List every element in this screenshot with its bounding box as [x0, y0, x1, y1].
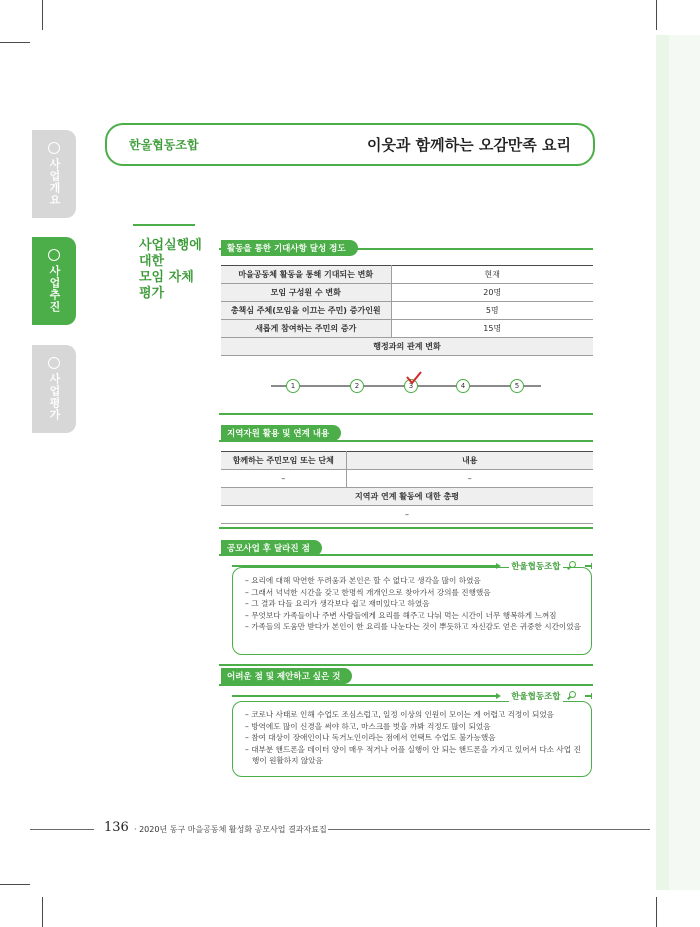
crop-mark: [656, 897, 657, 927]
section-rule: [133, 224, 195, 226]
section-divider: [219, 527, 593, 529]
table-cell: 20명: [391, 284, 593, 302]
table-cell: –: [221, 506, 593, 524]
local-pill: 지역자원 활용 및 연계 내용: [221, 425, 341, 441]
note-header-line: [232, 695, 496, 697]
table-header-cell: 함께하는 주민모임 또는 단체: [221, 452, 346, 470]
list-item: – 방역에도 많이 신경을 써야 하고, 마스크를 벗을 까봐 걱정도 많이 되었음: [245, 721, 491, 731]
note-header-tick: [591, 563, 593, 569]
list-item: – 가족들의 도움만 받다가 본인이 한 요리를 나눈다는 것이 뿌듯하고 자신감도 얻은 귀중한 시간이었음: [245, 622, 581, 632]
table-row: [221, 284, 593, 302]
table-cell: –: [346, 470, 593, 488]
difficulties-note-box: [232, 701, 592, 777]
rating-option-4: 4: [456, 379, 470, 393]
table-cell: 5명: [391, 302, 593, 320]
local-table: [221, 451, 593, 524]
crop-mark: [0, 884, 30, 885]
arrow-right-icon: [496, 693, 501, 699]
list-item: – 참여 대상이 장애인이나 독거노인이라는 점에서 언택트 수업도 불가능했음: [245, 733, 496, 743]
table-header-cell: 현재: [391, 266, 593, 284]
table-row: [221, 320, 593, 338]
table-row: [221, 488, 593, 506]
crop-mark: [42, 0, 43, 30]
side-tab-overview[interactable]: 사업개요: [32, 130, 76, 218]
footer-rule-left: [30, 829, 94, 830]
table-row: [221, 266, 593, 284]
changes-note-box: [232, 567, 592, 655]
table-cell: –: [221, 470, 346, 488]
table-span-label: 지역과 연계 활동에 대한 총평: [221, 488, 593, 506]
arrow-right-icon: [496, 563, 501, 569]
section-divider: [219, 684, 593, 686]
side-tab-evaluation[interactable]: 사업평가: [32, 345, 76, 433]
section-divider: [219, 413, 593, 415]
expected-table: [221, 265, 593, 356]
list-item: – 요리에 대해 막연한 두려움과 본인은 할 수 없다고 생각을 많이 하였음: [245, 576, 481, 585]
table-cell: 모임 구성원 수 변화: [221, 284, 391, 302]
table-row: [221, 452, 593, 470]
rating-option-3: 3: [404, 379, 418, 393]
page-title: 이웃과 함께하는 오감만족 요리: [366, 136, 571, 154]
table-cell: 15명: [391, 320, 593, 338]
tab-circle-icon: [48, 357, 60, 369]
side-tab-progress[interactable]: 사업추진: [32, 237, 76, 325]
page-header: [105, 123, 595, 166]
changes-note-header: [232, 560, 592, 572]
expected-pill: 활동을 통한 기대사항 달성 정도: [221, 240, 358, 256]
table-cell: 새롭게 참여하는 주민의 증가: [221, 320, 391, 338]
page-edge-stripe: [656, 35, 669, 890]
check-mark-icon: [405, 370, 423, 386]
footer-rule-right: [328, 829, 650, 830]
crop-mark: [0, 42, 30, 43]
table-header-cell: 마을공동체 활동을 통해 기대되는 변화: [221, 266, 391, 284]
header-org-name: 한울협동조합: [129, 138, 199, 152]
rating-option-5: 5: [510, 379, 524, 393]
section-title: 사업실행에 대한 모임 자체 평가: [139, 238, 202, 301]
tab-circle-icon: [48, 142, 60, 154]
table-cell: 총책심 주체(모임을 이끄는 주민) 증가인원: [221, 302, 391, 320]
page-edge-stripe: [669, 35, 700, 890]
list-item: – 그래서 넉넉한 시간을 갖고 한명씩 개개인으로 찾아가서 강의를 진행했음: [245, 587, 491, 597]
table-row: [221, 506, 593, 524]
rating-option-1: 1: [286, 379, 300, 393]
list-item: – 그 결과 다들 요리가 생각보다 쉽고 재미있다고 하였음: [245, 599, 430, 609]
difficulties-note-header: [232, 690, 592, 702]
difficulties-pill: 어려운 점 및 제안하고 싶은 것: [221, 668, 352, 684]
changes-pill: 공모사업 후 달라진 점: [221, 540, 322, 556]
footer-title: · 2020년 동구 마을공동체 활성화 공모사업 결과자료집: [134, 825, 327, 834]
list-item: – 대부분 핸드폰을 데이터 양이 매우 적거나 어플 실행이 안 되는 핸드폰을 가지고 있어서 다소 사업 진행이 원활하지 않았음: [245, 744, 581, 766]
crop-mark: [656, 0, 657, 30]
table-span-label: 행정과의 관계 변화: [221, 338, 593, 356]
crop-mark: [42, 897, 43, 927]
note-header-line: [232, 565, 496, 567]
note-org-name: 한울협동조합: [511, 692, 561, 702]
note-org-name: 한울협동조합: [511, 562, 561, 572]
table-row: [221, 338, 593, 356]
magnifier-icon: [567, 561, 577, 571]
list-item: – 코로나 사태로 인해 수업도 조심스럽고, 일정 이상의 인원이 모이는 게 어렵고 걱정이 되었음: [245, 710, 555, 719]
magnifier-icon: [567, 691, 577, 701]
table-header-cell: 내용: [346, 452, 593, 470]
table-row: [221, 470, 593, 488]
tab-circle-icon: [48, 249, 60, 261]
list-item: – 무엇보다 가족들이나 주변 사람들에게 요리를 해주고 나눠 먹는 시간이 너무 행복하게 느껴짐: [245, 610, 557, 620]
rating-option-2: 2: [350, 379, 364, 393]
note-header-tick: [591, 693, 593, 699]
table-row: [221, 302, 593, 320]
section-divider: [219, 664, 593, 666]
page-number: 136: [104, 820, 129, 835]
